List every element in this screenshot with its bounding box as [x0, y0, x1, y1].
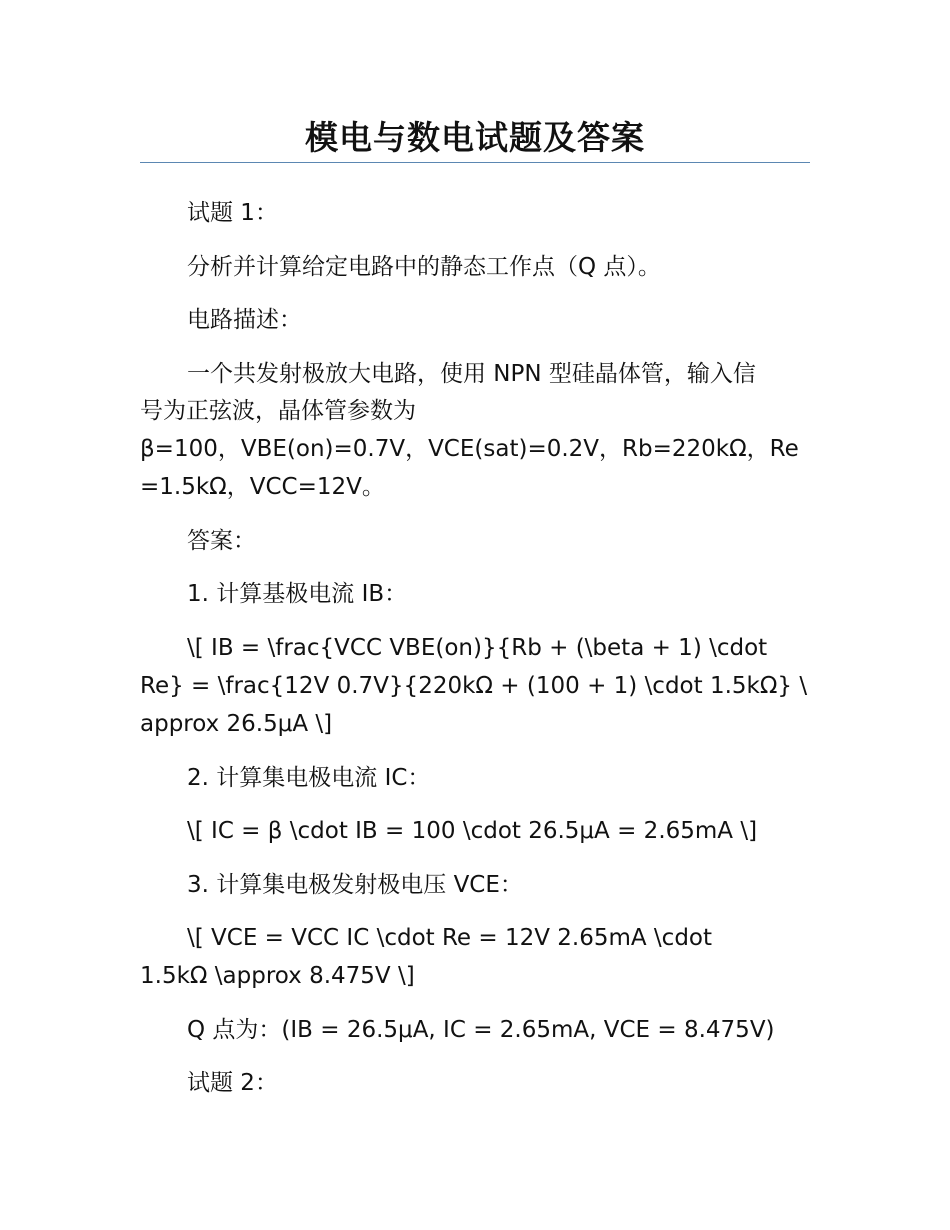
step-1-formula-line-1: \[ IB = \frac{VCC VBE(on)}{Rb + (\beta + 1) \cdot [187, 635, 768, 661]
circuit-description-heading: 电路描述： [187, 307, 302, 333]
step-2-formula: \[ IC = β \cdot IB = 100 \cdot 26.5μA = 2.65mA \] [187, 818, 758, 844]
circuit-description-line-2: 号为正弦波，晶体管参数为 [140, 398, 416, 424]
step-3-heading: 3. 计算集电极发射极电压 VCE： [187, 872, 523, 898]
title-divider [140, 162, 810, 163]
step-1-formula-line-2: Re} = \frac{12V 0.7V}{220kΩ + (100 + 1) \cdot 1.5kΩ} \ [140, 673, 808, 699]
answer-heading: 答案： [187, 528, 256, 554]
question-1-heading: 试题 1： [187, 200, 278, 226]
step-1-heading: 1. 计算基极电流 IB： [187, 581, 408, 607]
step-1-formula-line-3: approx 26.5μA \] [140, 711, 333, 737]
question-1-prompt: 分析并计算给定电路中的静态工作点（Q 点）。 [187, 254, 661, 280]
circuit-description-line-4: =1.5kΩ，VCC=12V。 [140, 474, 385, 500]
step-2-heading: 2. 计算集电极电流 IC： [187, 765, 431, 791]
step-3-formula-line-2: 1.5kΩ \approx 8.475V \] [140, 963, 415, 989]
circuit-description-line-1: 一个共发射极放大电路，使用 NPN 型硅晶体管，输入信 [187, 361, 756, 387]
step-3-formula-line-1: \[ VCE = VCC IC \cdot Re = 12V 2.65mA \cdot [187, 925, 713, 951]
page-title: 模电与数电试题及答案 [305, 118, 645, 157]
circuit-description-line-3: β=100，VBE(on)=0.7V，VCE(sat)=0.2V，Rb=220kΩ，Re [140, 436, 799, 462]
q-point-result: Q 点为：(IB = 26.5μA, IC = 2.65mA, VCE = 8.475V) [187, 1017, 775, 1043]
question-2-heading: 试题 2： [187, 1070, 278, 1096]
